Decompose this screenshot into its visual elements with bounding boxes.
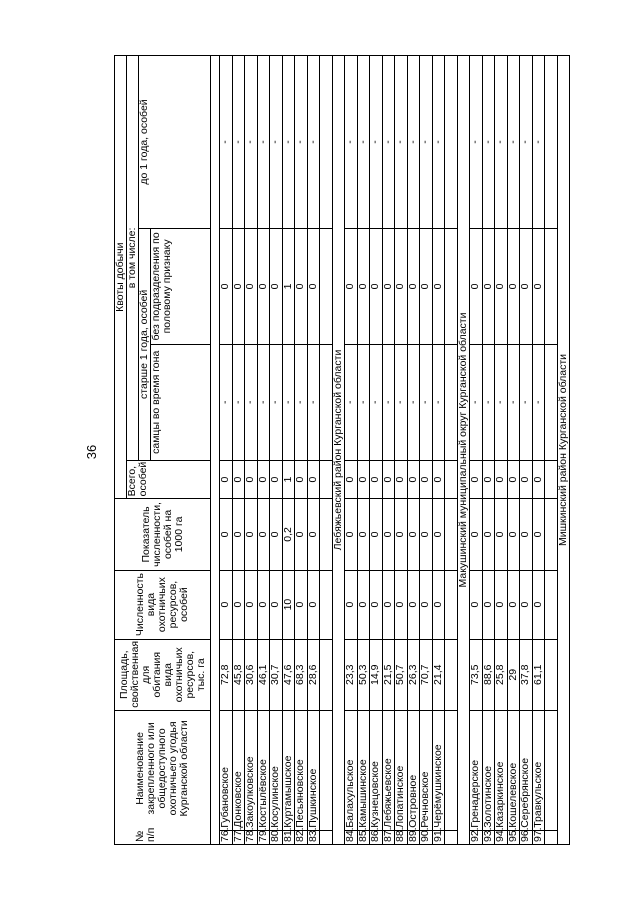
header-name: Наименование закрепленного или общедоступного охотничьего угодья Курганской области <box>134 720 190 817</box>
population-cell: 10 <box>282 570 295 639</box>
nosex-cell: 0 <box>345 228 358 344</box>
total-cell: 0 <box>357 460 370 499</box>
young-cell: - <box>245 56 258 229</box>
row-number: 77. <box>232 830 245 844</box>
total-cell: 0 <box>495 460 508 499</box>
row-number: 85. <box>357 830 370 844</box>
males-cell: - <box>370 344 383 460</box>
table-row <box>307 56 320 845</box>
table-row <box>270 56 283 845</box>
hunting-ground-name: Травкульское <box>532 710 545 830</box>
nosex-cell: 0 <box>245 228 258 344</box>
nosex-cell: 0 <box>470 228 483 344</box>
population-cell: 0 <box>420 570 433 639</box>
area-cell: 73,5 <box>470 639 483 710</box>
spacer-cell <box>320 499 333 570</box>
nosex-cell: 0 <box>232 228 245 344</box>
table-row <box>245 56 258 845</box>
spacer-row <box>445 56 458 845</box>
indicator-cell: 0,2 <box>282 499 295 570</box>
hunting-ground-name: Лебяжьевское <box>382 710 395 830</box>
area-cell: 70,7 <box>420 639 433 710</box>
spacer-row <box>545 56 558 845</box>
spacer-cell <box>545 830 558 844</box>
hunting-ground-name: Костылёвское <box>257 710 270 830</box>
row-number: 83. <box>307 830 320 844</box>
population-cell: 0 <box>432 570 445 639</box>
area-cell: 21,5 <box>382 639 395 710</box>
males-cell: - <box>407 344 420 460</box>
spacer-cell <box>320 344 333 460</box>
nosex-cell: 0 <box>382 228 395 344</box>
table-row <box>395 56 408 845</box>
indicator-cell: 0 <box>420 499 433 570</box>
table-row <box>495 56 508 845</box>
males-cell: - <box>470 344 483 460</box>
table-row <box>407 56 420 845</box>
indicator-cell: 0 <box>270 499 283 570</box>
area-cell: 14,9 <box>370 639 383 710</box>
total-cell: 0 <box>345 460 358 499</box>
nosex-cell: 0 <box>420 228 433 344</box>
young-cell: - <box>270 56 283 229</box>
indicator-cell: 0 <box>382 499 395 570</box>
row-number: 96. <box>520 830 533 844</box>
section-title: Мишкинский район Курганской области <box>557 56 570 845</box>
table-row <box>232 56 245 845</box>
spacer-cell <box>320 56 333 229</box>
indicator-cell: 0 <box>295 499 308 570</box>
section-row <box>457 56 470 845</box>
total-cell: 0 <box>482 460 495 499</box>
males-cell: - <box>345 344 358 460</box>
area-cell: 37,8 <box>520 639 533 710</box>
males-cell: - <box>432 344 445 460</box>
nosex-cell: 0 <box>482 228 495 344</box>
area-cell: 68,3 <box>295 639 308 710</box>
population-cell: 0 <box>532 570 545 639</box>
area-cell: 26,3 <box>407 639 420 710</box>
males-cell: - <box>507 344 520 460</box>
young-cell: - <box>495 56 508 229</box>
area-cell: 47,6 <box>282 639 295 710</box>
table-body <box>220 56 570 845</box>
population-cell: 0 <box>382 570 395 639</box>
area-cell: 30,7 <box>270 639 283 710</box>
spacer-cell <box>445 639 458 710</box>
population-cell: 0 <box>482 570 495 639</box>
total-cell: 0 <box>232 460 245 499</box>
row-number: 81. <box>282 830 295 844</box>
males-cell: - <box>520 344 533 460</box>
header-population: Численность вида охотничьих ресурсов, особей <box>115 570 211 639</box>
nosex-cell: 0 <box>532 228 545 344</box>
spacer-cell <box>445 570 458 639</box>
population-cell: 0 <box>520 570 533 639</box>
young-cell: - <box>432 56 445 229</box>
indicator-cell: 0 <box>482 499 495 570</box>
row-number: 84. <box>345 830 358 844</box>
area-cell: 50,3 <box>357 639 370 710</box>
section-title: Лебяжьевский район Курганской области <box>332 56 345 845</box>
total-cell: 0 <box>257 460 270 499</box>
spacer-cell <box>320 639 333 710</box>
hunting-ground-name: Куртамышское <box>282 710 295 830</box>
males-cell: - <box>295 344 308 460</box>
males-cell: - <box>282 344 295 460</box>
spacer-cell <box>320 570 333 639</box>
nosex-cell: 0 <box>507 228 520 344</box>
header-incl: в том числе: <box>127 56 139 461</box>
header-males: самцы во время гона <box>151 344 211 460</box>
spacer-cell <box>445 344 458 460</box>
young-cell: - <box>220 56 233 229</box>
row-number: 82. <box>295 830 308 844</box>
nosex-cell: 0 <box>395 228 408 344</box>
rotated-table-wrapper <box>114 55 569 845</box>
nosex-cell: 0 <box>270 228 283 344</box>
spacer-cell <box>545 344 558 460</box>
indicator-cell: 0 <box>345 499 358 570</box>
population-cell: 0 <box>357 570 370 639</box>
population-cell: 0 <box>470 570 483 639</box>
young-cell: - <box>307 56 320 229</box>
spacer-cell <box>320 228 333 344</box>
young-cell: - <box>232 56 245 229</box>
nosex-cell: 0 <box>307 228 320 344</box>
row-number: 93. <box>482 830 495 844</box>
indicator-cell: 0 <box>232 499 245 570</box>
young-cell: - <box>482 56 495 229</box>
area-cell: 29 <box>507 639 520 710</box>
spacer-cell <box>445 56 458 229</box>
row-number: 88. <box>395 830 408 844</box>
young-cell: - <box>345 56 358 229</box>
total-cell: 0 <box>295 460 308 499</box>
table-row <box>370 56 383 845</box>
row-number: 86. <box>370 830 383 844</box>
indicator-cell: 0 <box>520 499 533 570</box>
spacer-cell <box>545 56 558 229</box>
nosex-cell: 0 <box>407 228 420 344</box>
hunting-ground-name: Казаркинское <box>495 710 508 830</box>
spacer-cell <box>545 570 558 639</box>
section-row <box>557 56 570 845</box>
indicator-cell: 0 <box>495 499 508 570</box>
indicator-cell: 0 <box>470 499 483 570</box>
table-row <box>220 56 233 845</box>
population-cell: 0 <box>507 570 520 639</box>
spacer-cell <box>320 710 333 830</box>
total-cell: 0 <box>370 460 383 499</box>
hunting-ground-name: Речновское <box>420 710 433 830</box>
area-cell: 28,6 <box>307 639 320 710</box>
population-cell: 0 <box>245 570 258 639</box>
indicator-cell: 0 <box>245 499 258 570</box>
indicator-cell: 0 <box>507 499 520 570</box>
hunting-ground-name: Гренадерское <box>470 710 483 830</box>
young-cell: - <box>257 56 270 229</box>
area-cell: 45,8 <box>232 639 245 710</box>
hunting-ground-name: Серебрянское <box>520 710 533 830</box>
area-cell: 25,8 <box>495 639 508 710</box>
spacer-cell <box>545 710 558 830</box>
hunting-ground-name: Кузнецовское <box>370 710 383 830</box>
table-row <box>470 56 483 845</box>
total-cell: 0 <box>420 460 433 499</box>
total-cell: 0 <box>507 460 520 499</box>
row-number: 76. <box>220 830 233 844</box>
area-cell: 23,3 <box>345 639 358 710</box>
indicator-cell: 0 <box>307 499 320 570</box>
population-cell: 0 <box>407 570 420 639</box>
section-title: Макушинский муниципальный округ Курганской области <box>457 56 470 845</box>
males-cell: - <box>257 344 270 460</box>
table-row <box>357 56 370 845</box>
table-row <box>382 56 395 845</box>
nosex-cell: 0 <box>432 228 445 344</box>
young-cell: - <box>520 56 533 229</box>
area-cell: 21,4 <box>432 639 445 710</box>
spacer-cell <box>445 460 458 499</box>
total-cell: 0 <box>432 460 445 499</box>
table-row <box>482 56 495 845</box>
population-cell: 0 <box>345 570 358 639</box>
header-older: старше 1 года, особей <box>139 228 151 460</box>
total-cell: 0 <box>270 460 283 499</box>
young-cell: - <box>282 56 295 229</box>
hunting-ground-name: Золотинское <box>482 710 495 830</box>
indicator-cell: 0 <box>370 499 383 570</box>
nosex-cell: 1 <box>282 228 295 344</box>
population-cell: 0 <box>232 570 245 639</box>
header-no: № п/п <box>134 827 157 842</box>
spacer-cell <box>545 460 558 499</box>
row-number: 94. <box>495 830 508 844</box>
hunting-ground-name: Песьяновское <box>295 710 308 830</box>
nosex-cell: 0 <box>295 228 308 344</box>
nosex-cell: 0 <box>495 228 508 344</box>
males-cell: - <box>382 344 395 460</box>
row-number: 91. <box>432 830 445 844</box>
indicator-cell: 0 <box>432 499 445 570</box>
table-row <box>432 56 445 845</box>
spacer-cell <box>545 228 558 344</box>
hunting-ground-name: Лопатинское <box>395 710 408 830</box>
total-cell: 0 <box>532 460 545 499</box>
header-area: Площадь, свойственная для обитания вида охотничьих ресурсов, тыс. га <box>115 639 211 710</box>
young-cell: - <box>532 56 545 229</box>
area-cell: 50,7 <box>395 639 408 710</box>
total-cell: 0 <box>245 460 258 499</box>
hunting-ground-name: Камышинское <box>357 710 370 830</box>
males-cell: - <box>357 344 370 460</box>
males-cell: - <box>482 344 495 460</box>
table-row <box>295 56 308 845</box>
young-cell: - <box>470 56 483 229</box>
table-row <box>532 56 545 845</box>
hunting-ground-name: Балахульское <box>345 710 358 830</box>
row-number: 97. <box>532 830 545 844</box>
row-number: 87. <box>382 830 395 844</box>
spacer-cell <box>445 710 458 830</box>
males-cell: - <box>270 344 283 460</box>
spacer-cell <box>445 830 458 844</box>
young-cell: - <box>507 56 520 229</box>
row-number: 90. <box>420 830 433 844</box>
population-cell: 0 <box>270 570 283 639</box>
population-cell: 0 <box>220 570 233 639</box>
area-cell: 61,1 <box>532 639 545 710</box>
header-total: Всего, особей <box>127 460 211 499</box>
spacer-cell <box>445 499 458 570</box>
spacer-cell <box>320 830 333 844</box>
indicator-cell: 0 <box>357 499 370 570</box>
spacer-cell <box>545 499 558 570</box>
nosex-cell: 0 <box>520 228 533 344</box>
total-cell: 0 <box>307 460 320 499</box>
nosex-cell: 0 <box>257 228 270 344</box>
total-cell: 0 <box>407 460 420 499</box>
hunting-ground-name: Черёмушкинское <box>432 710 445 830</box>
hunting-ground-name: Островное <box>407 710 420 830</box>
young-cell: - <box>370 56 383 229</box>
indicator-cell: 0 <box>407 499 420 570</box>
males-cell: - <box>232 344 245 460</box>
row-number: 95. <box>507 830 520 844</box>
young-cell: - <box>407 56 420 229</box>
total-cell: 1 <box>282 460 295 499</box>
indicator-cell: 0 <box>220 499 233 570</box>
males-cell: - <box>420 344 433 460</box>
spacer-cell <box>445 228 458 344</box>
row-number: 79. <box>257 830 270 844</box>
document-sheet <box>114 55 569 845</box>
young-cell: - <box>357 56 370 229</box>
males-cell: - <box>307 344 320 460</box>
males-cell: - <box>532 344 545 460</box>
table-row <box>507 56 520 845</box>
population-cell: 0 <box>370 570 383 639</box>
row-number: 78. <box>245 830 258 844</box>
total-cell: 0 <box>470 460 483 499</box>
header-young: до 1 года, особей <box>139 56 211 229</box>
nosex-cell: 0 <box>357 228 370 344</box>
table-row <box>345 56 358 845</box>
males-cell: - <box>220 344 233 460</box>
hunting-ground-name: Губановское <box>220 710 233 830</box>
row-number: 89. <box>407 830 420 844</box>
total-cell: 0 <box>382 460 395 499</box>
header-no-name <box>115 710 211 844</box>
header-indicator: Показатель численности, особей на 1000 га <box>115 499 211 570</box>
population-cell: 0 <box>495 570 508 639</box>
nosex-cell: 0 <box>220 228 233 344</box>
population-cell: 0 <box>295 570 308 639</box>
indicator-cell: 0 <box>257 499 270 570</box>
indicator-cell: 0 <box>532 499 545 570</box>
spacer-cell <box>545 639 558 710</box>
males-cell: - <box>495 344 508 460</box>
males-cell: - <box>245 344 258 460</box>
population-cell: 0 <box>395 570 408 639</box>
area-cell: 72,8 <box>220 639 233 710</box>
population-cell: 0 <box>257 570 270 639</box>
table-row <box>520 56 533 845</box>
indicator-cell: 0 <box>395 499 408 570</box>
young-cell: - <box>382 56 395 229</box>
hunting-ground-name: Закоулковское <box>245 710 258 830</box>
total-cell: 0 <box>395 460 408 499</box>
nosex-cell: 0 <box>370 228 383 344</box>
hunting-ground-name: Донковское <box>232 710 245 830</box>
page-number: 36 <box>84 444 99 460</box>
total-cell: 0 <box>220 460 233 499</box>
table-row <box>257 56 270 845</box>
row-number: 80. <box>270 830 283 844</box>
table-row <box>420 56 433 845</box>
young-cell: - <box>395 56 408 229</box>
young-cell: - <box>420 56 433 229</box>
row-number: 92. <box>470 830 483 844</box>
hunting-ground-name: Пушкинское <box>307 710 320 830</box>
area-cell: 46,1 <box>257 639 270 710</box>
area-cell: 30,6 <box>245 639 258 710</box>
hunting-ground-name: Кошелевское <box>507 710 520 830</box>
males-cell: - <box>395 344 408 460</box>
spacer-row <box>320 56 333 845</box>
population-cell: 0 <box>307 570 320 639</box>
table-row <box>282 56 295 845</box>
quota-table <box>114 55 570 845</box>
area-cell: 88,6 <box>482 639 495 710</box>
spacer-cell <box>320 460 333 499</box>
header-quota: Квоты добычи <box>115 56 127 499</box>
section-row <box>332 56 345 845</box>
header-nosex: без подразделения по половому признаку <box>151 228 211 344</box>
hunting-ground-name: Косулинское <box>270 710 283 830</box>
young-cell: - <box>295 56 308 229</box>
total-cell: 0 <box>520 460 533 499</box>
